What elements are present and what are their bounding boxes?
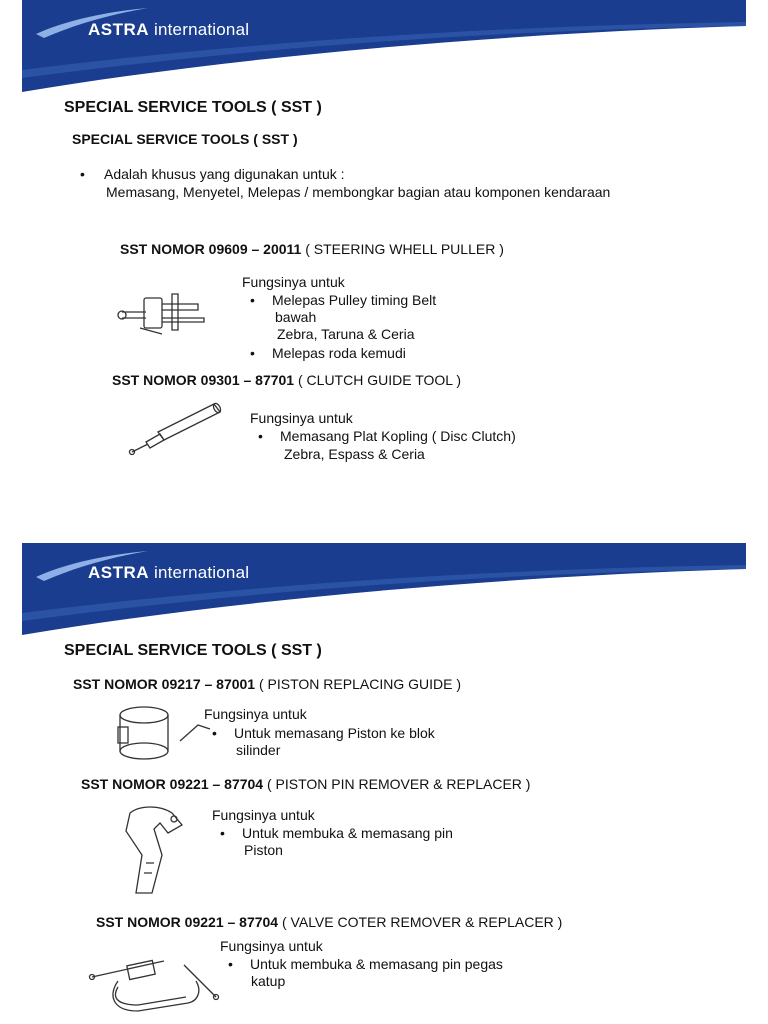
tool-line: Untuk membuka & memasang pin pegas (250, 956, 503, 972)
piston-replacing-guide-icon (114, 703, 212, 763)
tool-bullet: • Untuk membuka & memasang pin pegas (228, 956, 503, 972)
slide1-title: SPECIAL SERVICE TOOLS ( SST ) (64, 99, 322, 116)
tool-line: Untuk memasang Piston ke blok (234, 725, 435, 741)
piston-pin-remover-icon (116, 803, 190, 897)
valve-coter-remover-icon (88, 951, 220, 1019)
header-banner (22, 543, 746, 635)
tool-number: SST NOMOR 09221 – 87704 (96, 914, 279, 930)
tool-fungsi: Fungsinya untuk (204, 706, 307, 722)
tool-title (73, 676, 461, 692)
tool-line: Piston (244, 842, 283, 858)
tool-name: ( PISTON REPLACING GUIDE ) (255, 676, 461, 692)
steering-wheel-puller-icon (116, 288, 208, 336)
intro-line-2: Memasang, Menyetel, Melepas / membongkar bagian atau komponen kendaraan (106, 184, 611, 200)
tool-line: Zebra, Espass & Ceria (284, 446, 425, 462)
tool-fungsi: Fungsinya untuk (242, 274, 345, 290)
slide1-subtitle: SPECIAL SERVICE TOOLS ( SST ) (72, 131, 298, 147)
tool-bullet: • Untuk membuka & memasang pin (220, 825, 453, 841)
intro-line-1: Adalah khusus yang digunakan untuk : (104, 166, 345, 182)
tool-line: silinder (236, 742, 281, 758)
slide2-title: SPECIAL SERVICE TOOLS ( SST ) (64, 642, 322, 659)
tool-title (96, 914, 562, 930)
tool-bullet: • Memasang Plat Kopling ( Disc Clutch) (258, 428, 516, 444)
tool-fungsi: Fungsinya untuk (250, 410, 353, 426)
tool-name: ( CLUTCH GUIDE TOOL ) (294, 372, 462, 388)
tool-number: SST NOMOR 09221 – 87704 (81, 776, 264, 792)
tool-number: SST NOMOR 09217 – 87001 (73, 676, 256, 692)
tool-name: ( PISTON PIN REMOVER & REPLACER ) (263, 776, 531, 792)
header-banner (22, 0, 746, 92)
tool-bullet: • Melepas roda kemudi (250, 345, 406, 361)
clutch-guide-tool-icon (128, 398, 224, 458)
brand-light: international (154, 563, 250, 582)
tool-name: ( STEERING WHELL PULLER ) (301, 241, 504, 257)
tool-line: bawah (275, 309, 317, 325)
tool-bullet: • Melepas Pulley timing Belt (250, 292, 437, 308)
brand-strong: ASTRA (88, 563, 150, 582)
tool-line: Melepas Pulley timing Belt (272, 292, 437, 308)
tool-bullet: • Untuk memasang Piston ke blok (212, 725, 435, 741)
brand-light: international (154, 20, 250, 39)
tool-fungsi: Fungsinya untuk (212, 807, 315, 823)
tool-number: SST NOMOR 09301 – 87701 (112, 372, 295, 388)
slide-gap (0, 512, 768, 543)
tool-line: Zebra, Taruna & Ceria (277, 326, 415, 342)
intro-bullet: • (80, 166, 85, 182)
tool-line: katup (251, 973, 286, 989)
tool-title (120, 241, 504, 257)
tool-number: SST NOMOR 09609 – 20011 (120, 241, 302, 257)
brand-logo (88, 20, 249, 40)
tool-line: Memasang Plat Kopling ( Disc Clutch) (280, 428, 516, 444)
tool-line: Untuk membuka & memasang pin (242, 825, 453, 841)
tool-fungsi: Fungsinya untuk (220, 938, 323, 954)
tool-title (81, 776, 530, 792)
brand-strong: ASTRA (88, 20, 150, 39)
tool-title (112, 372, 461, 388)
tool-line: Melepas roda kemudi (272, 345, 406, 361)
tool-name: ( VALVE COTER REMOVER & REPLACER ) (278, 914, 563, 930)
slide-2 (22, 543, 746, 1024)
slide-1 (22, 0, 746, 512)
brand-logo (88, 563, 249, 583)
